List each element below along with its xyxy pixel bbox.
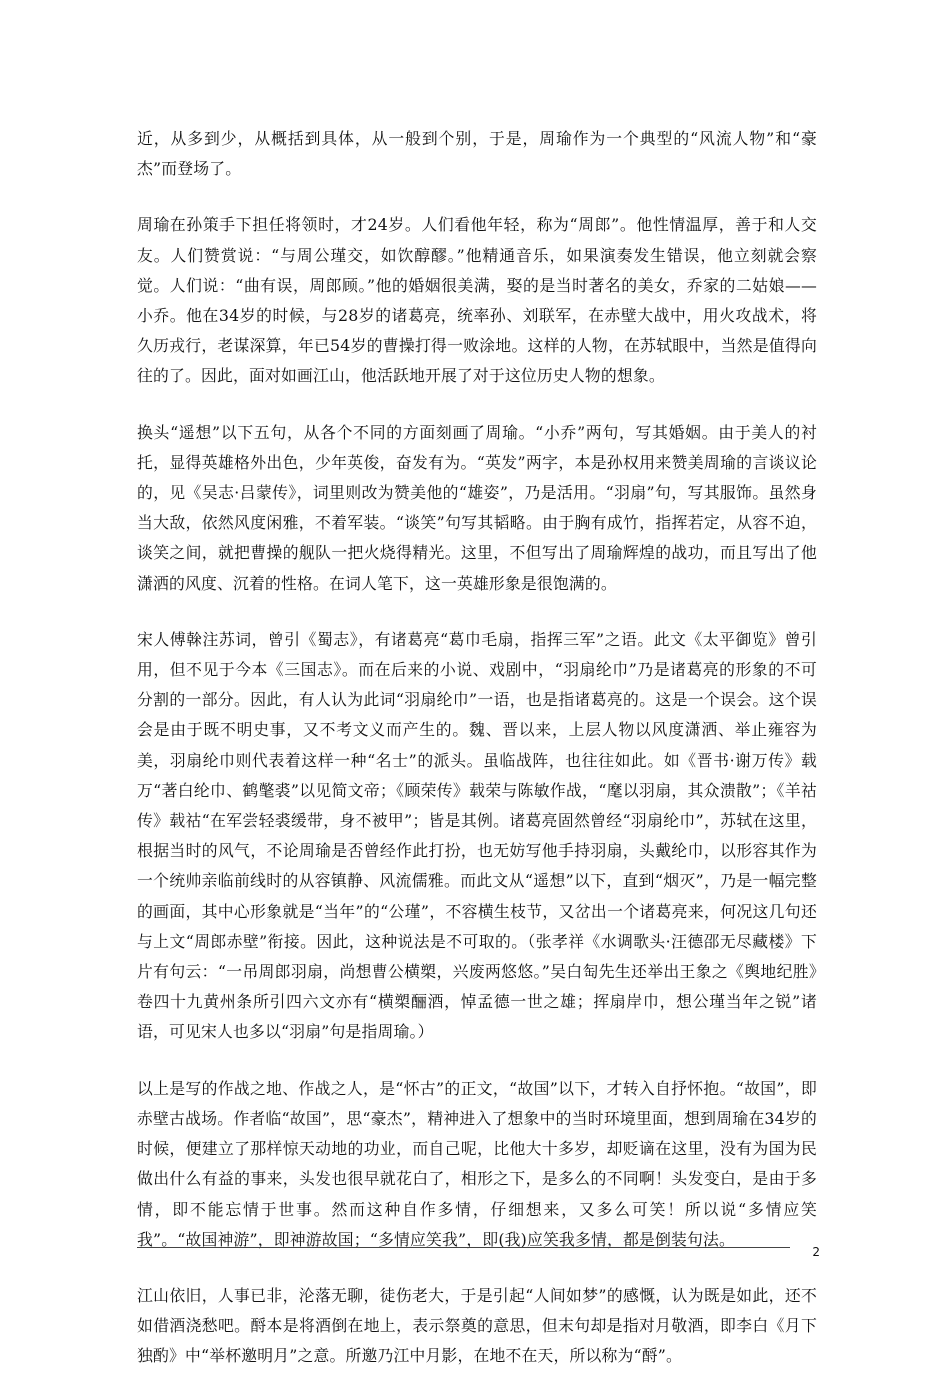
paragraph-6: 江山依旧，人事已非，沦落无聊，徒伤老大，于是引起“人间如梦”的感慨，认为既是如此，还不如借酒浇愁吧。酹本是将酒倒在地上，表示祭奠的意思，但末句却是指对月敬酒，即李白《月下独酌》中“举杯邀明月”之意。所邀乃江中月影，在地不在天，所以称为“酹”。 (137, 1285, 817, 1366)
paragraph-3: 换头“遥想”以下五句，从各个不同的方面刻画了周瑜。“小乔”两句，写其婚姻。由于美人的衬托，显得英雄格外出色，少年英俊，奋发有为。“英发”两字，本是孙权用来赞美周瑜的言谈议论的，见《吴志·吕蒙传》，词里则改为赞美他的“雄姿”，乃是活用。“羽扇”句，写其服饰。虽然身当大敌，依然风度闲雅，不着军装。“谈笑”句写其韬略。由于胸有成竹，指挥若定，从容不迫，谈笑之间，就把曹操的舰队一把火烧得精光。这里，不但写出了周瑜辉煌的战功，而且写出了他潇洒的风度、沉着的性格。在词人笔下，这一英雄形象是很饱满的。 (137, 422, 817, 593)
paragraph-1: 近，从多到少，从概括到具体，从一般到个别，于是，周瑜作为一个典型的“风流人物”和“豪杰”而登场了。 (137, 129, 817, 179)
paragraph-4: 宋人傅榦注苏词，曾引《蜀志》，有诸葛亮“葛巾毛扇，指挥三军”之语。此文《太平御览》曾引用，但不见于今本《三国志》。而在后来的小说、戏剧中，“羽扇纶巾”乃是诸葛亮的形象的不可分割的一部分。因此，有人认为此词“羽扇纶巾”一语，也是指诸葛亮的。这是一个误会。这个误会是由于既不明史事，又不考文义而产生的。魏、晋以来，上层人物以风度潇洒、举止雍容为美，羽扇纶巾则代表着这样一种“名士”的派头。虽临战阵，也往往如此。如《晋书·谢万传》载万“著白纶巾、鹤氅裘”以见简文帝；《顾荣传》载荣与陈敏作战，“麾以羽扇，其众溃散”；《羊祜传》载祜“在军尝轻裘缓带，身不被甲”；皆是其例。诸葛亮固然曾经“羽扇纶巾”，苏轼在这里，根据当时的风气，不论周瑜是否曾经作此打扮，也无妨写他手持羽扇，头戴纶巾，以形容其作为一个统帅亲临前线时的从容镇静、风流儒雅。而此文从“遥想”以下，直到“烟灭”，乃是一幅完整的画面，其中心形象就是“当年”的“公瑾”，不容横生枝节，又岔出一个诸葛亮来，何况这几句还与上文“周郎赤壁”衔接。因此，这种说法是不可取的。（张孝祥《水调歌头·汪德邵无尽藏楼》下片有句云：“一吊周郎羽扇，尚想曹公横槊，兴废两悠悠。”吴白匋先生还举出王象之《舆地纪胜》卷四十九黄州条所引四六文亦有“横槊酾酒，悼孟德一世之雄；挥扇岸巾，想公瑾当年之锐”诸语，可见宋人也多以“羽扇”句是指周瑜。） (137, 629, 817, 1042)
page-number: 2 (812, 1245, 820, 1259)
paragraph-2: 周瑜在孙策手下担任将领时，才24岁。人们看他年轻，称为“周郎”。他性情温厚，善于和人交友。人们赞赏说：“与周公瑾交，如饮醇醪。”他精通音乐，如果演奏发生错误，他立刻就会察觉。人们说：“曲有误，周郎顾。”他的婚姻很美满，娶的是当时著名的美女，乔家的二姑娘——小乔。他在34岁的时候，与28岁的诸葛亮，统率孙、刘联军，在赤壁大战中，用火攻战术，将久历戎行，老谋深算，年已54岁的曹操打得一败涂地。这样的人物，在苏轼眼中，当然是值得向往的了。因此，面对如画江山，他活跃地开展了对于这位历史人物的想象。 (137, 215, 817, 386)
body-text (137, 124, 817, 1398)
paragraph-5: 以上是写的作战之地、作战之人，是“怀古”的正文，“故国”以下，才转入自抒怀抱。“故国”，即赤壁古战场。作者临“故国”，思“豪杰”，精神进入了想象中的当时环境里面，想到周瑜在34岁的时候，便建立了那样惊天动地的功业，而自己呢，比他大十多岁，却贬谪在这里，没有为国为民做出什么有益的事来，头发也很早就花白了，相形之下，是多么的不同啊！头发变白，是由于多情，即不能忘情于世事。然而这种自作多情，仔细想来，又多么可笑！所以说“多情应笑我”。“故国神游”，即神游故国；“多情应笑我”，即(我)应笑我多情，都是倒装句法。 (137, 1078, 817, 1249)
footer-divider (137, 1247, 790, 1248)
